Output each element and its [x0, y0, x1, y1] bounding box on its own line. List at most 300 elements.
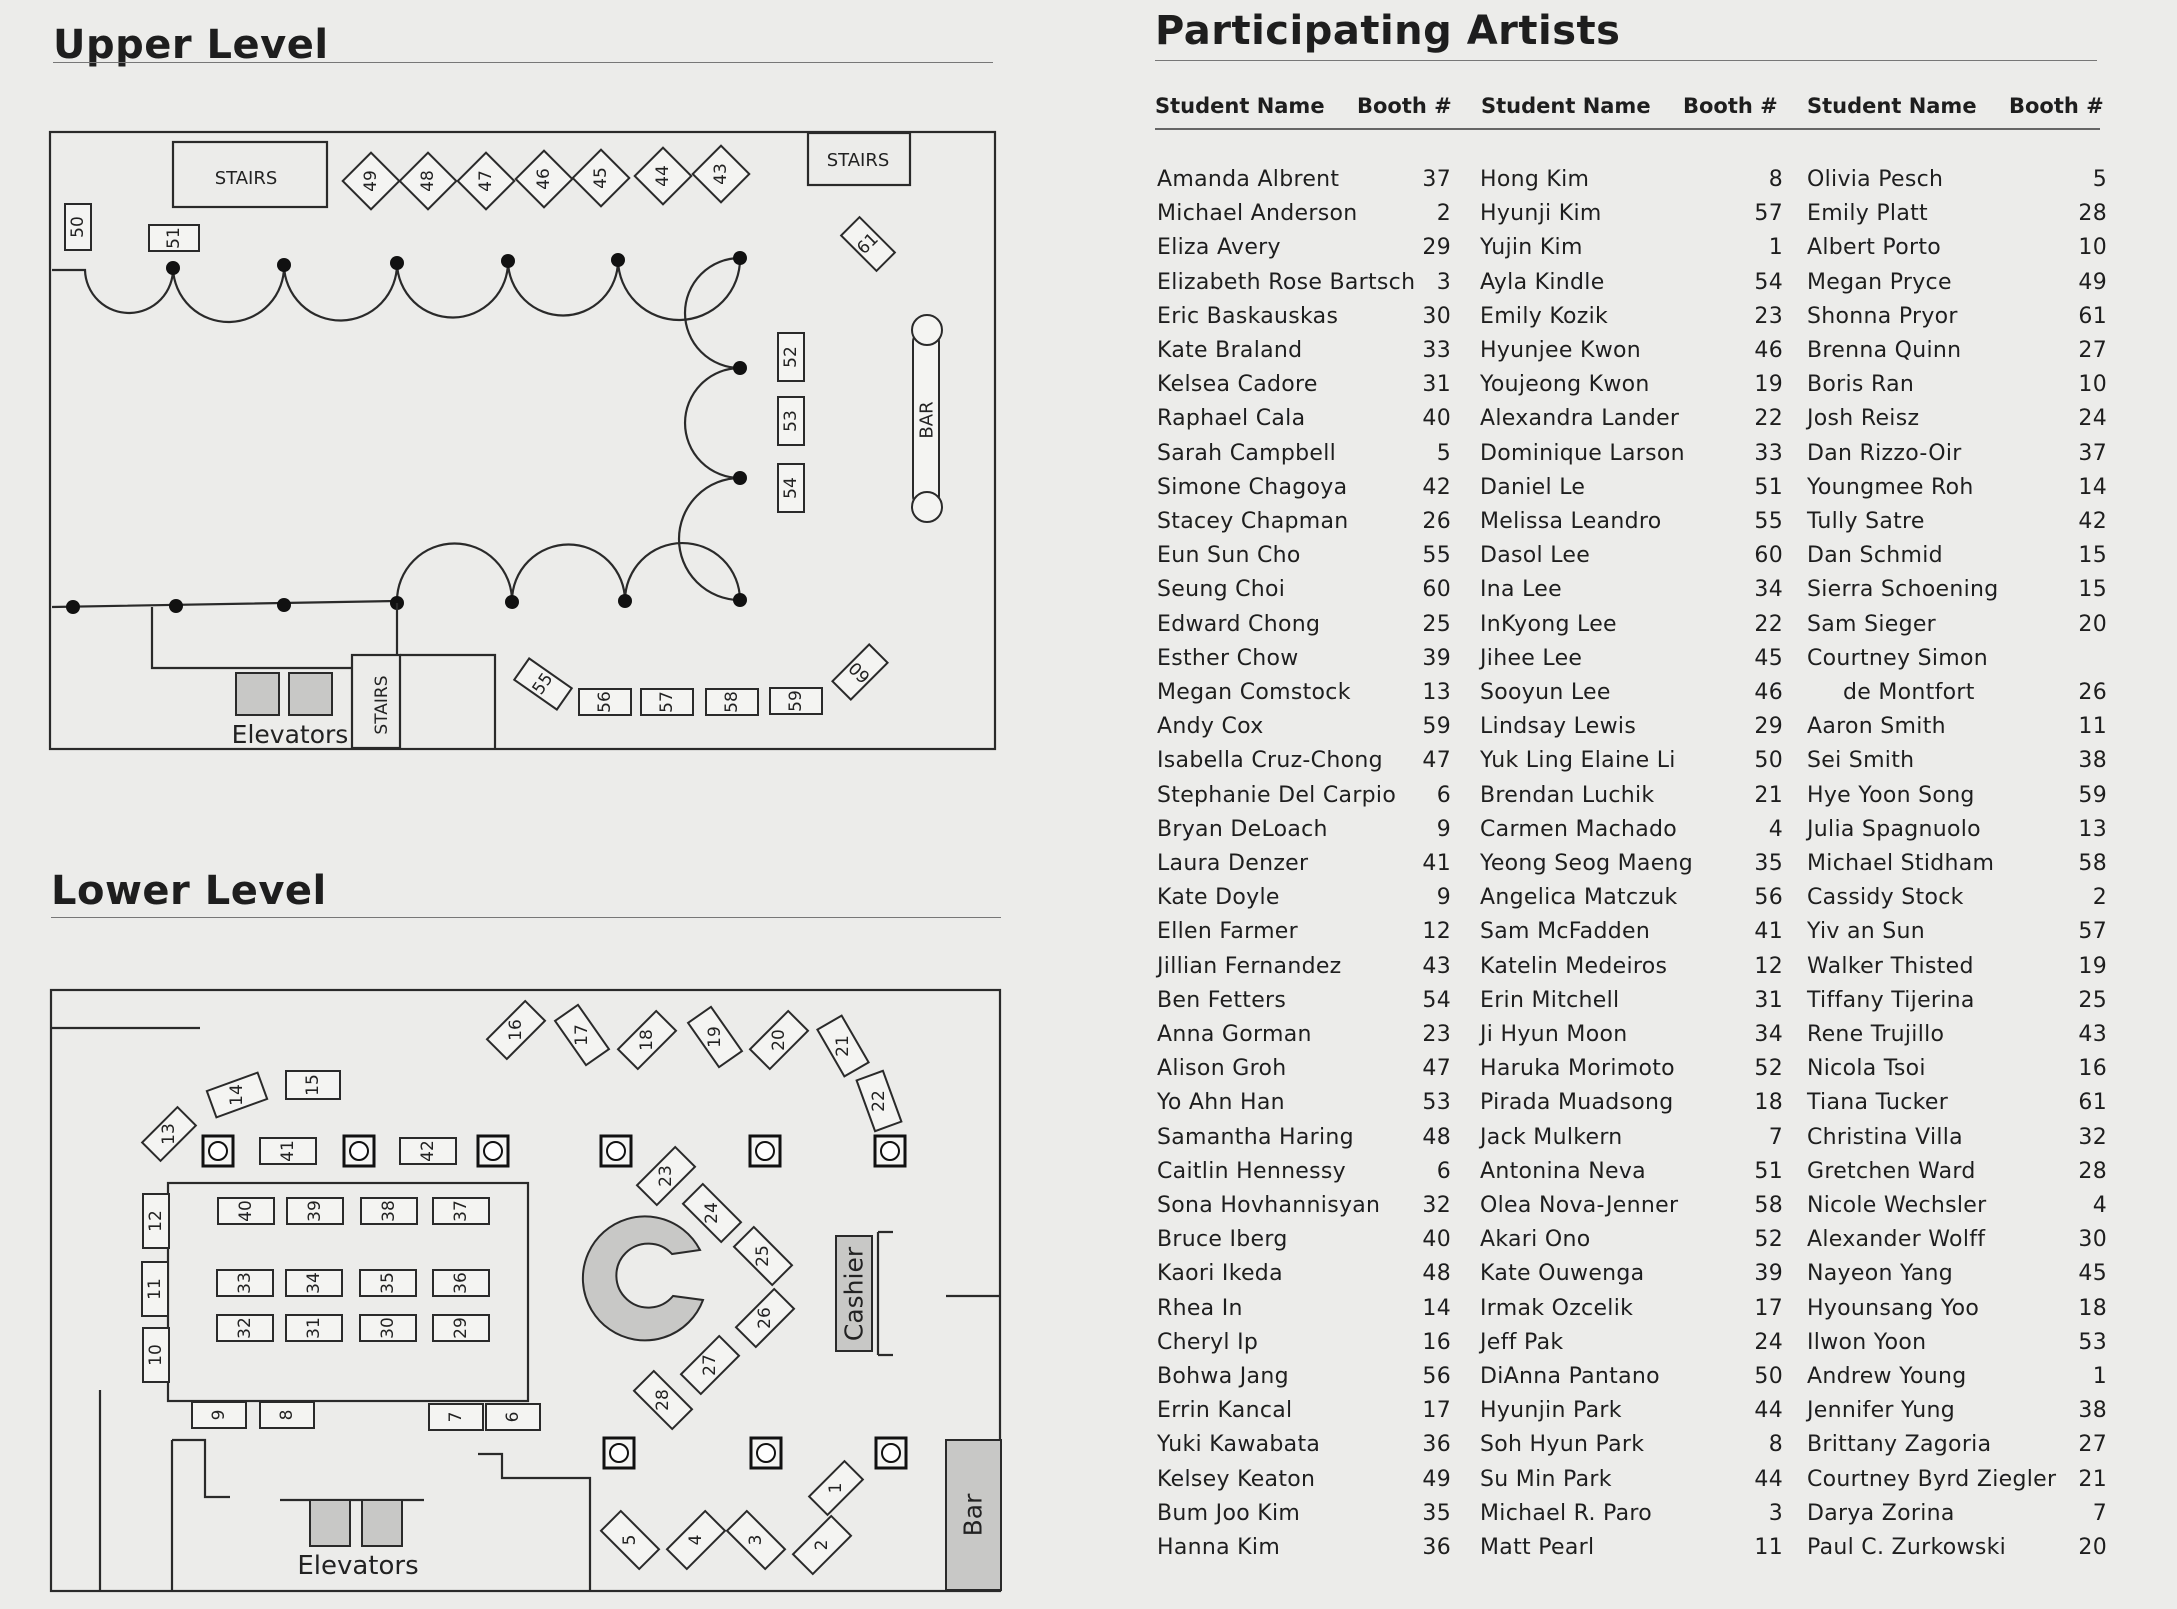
artist-booth-number: 41 [1422, 851, 1451, 876]
artist-name: Brittany Zagoria [1807, 1432, 1992, 1458]
svg-text:17: 17 [572, 1024, 592, 1046]
artist-row [1157, 231, 1451, 265]
artist-name: Brenna Quinn [1807, 338, 1962, 363]
artist-row [1157, 402, 1451, 436]
col3-name-header: Student Name [1807, 94, 1977, 118]
artist-row [1807, 608, 2107, 642]
svg-text:27: 27 [700, 1354, 720, 1376]
svg-text:51: 51 [164, 227, 184, 249]
artist-name: Sarah Campbell [1157, 440, 1337, 466]
artist-row [1480, 710, 1783, 744]
artist-booth-number: 13 [2078, 816, 2107, 842]
svg-text:55: 55 [528, 669, 558, 699]
artist-row [1480, 642, 1783, 676]
artist-row [1807, 1326, 2107, 1360]
booth-25[interactable] [733, 1226, 792, 1285]
booth-53[interactable] [778, 397, 804, 445]
artist-row [1807, 642, 2107, 676]
artist-name: Sam McFadden [1480, 919, 1651, 945]
booth-50[interactable] [65, 204, 91, 250]
artist-booth-number: 30 [1422, 303, 1451, 329]
lower-stair-wall [478, 1454, 590, 1590]
lower-elevator-wall-top [172, 1440, 230, 1497]
booth-8[interactable] [260, 1402, 314, 1428]
upper-level-title: Upper Level [53, 22, 329, 68]
artist-name: Nicole Wechsler [1807, 1193, 1987, 1218]
artist-row [1480, 779, 1783, 813]
artist-booth-number: 56 [1422, 1364, 1451, 1389]
artist-booth-number: 46 [1754, 338, 1783, 363]
booth-27[interactable] [680, 1335, 739, 1394]
booth-12[interactable] [143, 1194, 169, 1248]
artist-row [1157, 1292, 1451, 1326]
booth-46[interactable] [516, 151, 573, 208]
booth-43[interactable] [693, 146, 750, 203]
artist-name: Kelsey Keaton [1157, 1466, 1316, 1492]
artist-booth-number: 37 [2078, 440, 2107, 466]
artist-booth-number: 17 [1422, 1398, 1451, 1424]
artist-row [1807, 231, 2107, 265]
artist-booth-number: 33 [1422, 338, 1451, 363]
artist-booth-number: 28 [2078, 1158, 2107, 1184]
svg-text:23: 23 [656, 1165, 676, 1187]
artist-name: Emily Kozik [1480, 303, 1609, 329]
artist-row [1157, 779, 1451, 813]
artist-name: Antonina Neva [1480, 1158, 1646, 1184]
artist-name: Bryan DeLoach [1157, 816, 1328, 842]
artist-booth-number: 54 [1754, 269, 1783, 295]
artist-booth-number: 11 [2078, 714, 2107, 740]
booth-4[interactable] [667, 1511, 725, 1569]
artist-name: Dasol Lee [1480, 543, 1591, 569]
artist-booth-number: 12 [1422, 919, 1451, 945]
artist-booth-number: 16 [2078, 1056, 2107, 1082]
booth-19[interactable] [688, 1007, 743, 1068]
svg-text:33: 33 [235, 1272, 255, 1294]
artist-row [1480, 334, 1783, 368]
artist-booth-number: 55 [1422, 543, 1451, 569]
booth-2[interactable] [793, 1516, 851, 1574]
artist-name: Alison Groh [1157, 1056, 1287, 1082]
svg-text:31: 31 [304, 1317, 324, 1339]
artist-row [1157, 1086, 1451, 1120]
artist-name: DiAnna Pantano [1480, 1364, 1660, 1389]
artist-name: Rene Trujillo [1807, 1022, 1945, 1047]
artist-row [1157, 1155, 1451, 1189]
booth-39[interactable] [287, 1198, 343, 1224]
artist-name: Caitlin Hennessy [1157, 1158, 1346, 1184]
svg-text:45: 45 [591, 167, 611, 189]
artist-booth-number: 18 [2078, 1295, 2107, 1321]
booth-35[interactable] [360, 1270, 416, 1296]
artist-booth-number: 60 [1422, 577, 1451, 603]
artist-name: de Montfort [1843, 680, 1975, 705]
booth-22[interactable] [857, 1071, 902, 1131]
artist-row [1807, 1121, 2107, 1155]
artist-booth-number: 42 [2078, 509, 2107, 534]
artist-name: Ellen Farmer [1157, 919, 1298, 945]
booth-29[interactable] [433, 1315, 489, 1341]
svg-text:52: 52 [781, 346, 801, 368]
booth-20[interactable] [749, 1010, 808, 1069]
svg-text:58: 58 [722, 691, 742, 713]
artist-name: Brendan Luchik [1480, 782, 1655, 808]
artist-name: Hye Yoon Song [1807, 782, 1975, 808]
booth-52[interactable] [778, 333, 804, 381]
booth-58[interactable] [706, 689, 758, 715]
artist-booth-number: 33 [1754, 440, 1783, 466]
artist-name: Amanda Albrent [1157, 167, 1340, 192]
booth-23[interactable] [636, 1146, 695, 1205]
upper-elevators-label: Elevators [231, 720, 349, 749]
artist-name: Alexander Wolff [1807, 1227, 1986, 1253]
booth-9[interactable] [192, 1402, 246, 1428]
svg-text:20: 20 [769, 1029, 789, 1051]
artist-name: Kelsea Cadore [1157, 372, 1318, 398]
artist-booth-number: 48 [1422, 1124, 1451, 1150]
booth-34[interactable] [286, 1270, 342, 1296]
svg-text:6: 6 [503, 1411, 523, 1423]
artist-name: Samantha Haring [1157, 1124, 1354, 1150]
artist-row [1480, 915, 1783, 949]
booth-44[interactable] [635, 148, 692, 205]
booth-17[interactable] [555, 1005, 610, 1066]
artist-booth-number: 19 [1754, 372, 1783, 398]
artist-row [1157, 1189, 1451, 1223]
artist-name: Pirada Muadsong [1480, 1090, 1674, 1116]
artist-row [1157, 368, 1451, 402]
artist-name: Walker Thisted [1807, 953, 1974, 979]
booth-48[interactable] [400, 153, 457, 210]
cashier-label: Cashier [839, 1246, 869, 1342]
artist-row [1807, 915, 2107, 949]
artist-row [1157, 1121, 1451, 1155]
artist-name: Courtney Simon [1807, 645, 1989, 671]
svg-text:48: 48 [418, 170, 438, 192]
booth-33[interactable] [217, 1270, 273, 1296]
artist-row [1480, 231, 1783, 265]
svg-text:56: 56 [595, 691, 615, 713]
artist-name: Tiana Tucker [1807, 1090, 1949, 1116]
artist-row [1480, 402, 1783, 436]
artist-booth-number: 46 [1754, 680, 1783, 705]
artist-booth-number: 57 [1754, 201, 1783, 227]
artists-title: Participating Artists [1155, 8, 1621, 54]
artist-row [1480, 368, 1783, 402]
svg-text:34: 34 [304, 1272, 324, 1294]
artist-booth-number: 26 [2078, 680, 2107, 705]
svg-text:30: 30 [378, 1317, 398, 1339]
artist-row [1480, 1292, 1783, 1326]
booth-38[interactable] [361, 1198, 417, 1224]
svg-text:3: 3 [746, 1534, 766, 1546]
artist-name: Yuki Kawabata [1157, 1432, 1321, 1458]
artist-booth-number: 38 [2078, 748, 2107, 774]
artist-booth-number: 7 [2092, 1500, 2107, 1526]
artist-booth-number: 11 [1754, 1535, 1783, 1560]
col3-booth-header: Booth # [2009, 94, 2104, 118]
artist-row [1807, 334, 2107, 368]
artist-booth-number: 31 [1422, 372, 1451, 398]
artist-name: Haruka Morimoto [1480, 1056, 1675, 1082]
svg-text:18: 18 [637, 1029, 657, 1051]
booth-5[interactable] [601, 1511, 659, 1569]
artist-name: Lindsay Lewis [1480, 714, 1637, 740]
artist-booth-number: 61 [2078, 303, 2107, 329]
svg-text:5: 5 [620, 1534, 640, 1546]
artist-name: Esther Chow [1157, 645, 1299, 671]
booth-3[interactable] [727, 1511, 785, 1569]
booth-55[interactable] [514, 658, 572, 709]
artist-row [1157, 813, 1451, 847]
artist-row [1157, 1052, 1451, 1086]
artist-booth-number: 8 [1768, 167, 1783, 192]
artist-name: Ji Hyun Moon [1480, 1022, 1628, 1047]
artist-row [1807, 300, 2107, 334]
booth-24[interactable] [682, 1183, 741, 1242]
booth-45[interactable] [573, 150, 630, 207]
artist-row [1807, 1257, 2107, 1291]
artist-name: Erin Mitchell [1480, 987, 1620, 1013]
booth-56[interactable] [579, 689, 631, 715]
svg-text:28: 28 [653, 1389, 673, 1411]
artist-name: Errin Kancal [1157, 1398, 1293, 1424]
artist-row [1157, 437, 1451, 471]
booth-32[interactable] [217, 1315, 273, 1341]
booth-40[interactable] [218, 1198, 274, 1224]
artist-row [1480, 950, 1783, 984]
svg-text:19: 19 [705, 1026, 725, 1048]
artist-row [1480, 539, 1783, 573]
booth-21[interactable] [817, 1016, 868, 1077]
artist-booth-number: 59 [1422, 714, 1451, 740]
artist-name: Michael R. Paro [1480, 1500, 1653, 1526]
artist-row [1807, 710, 2107, 744]
svg-text:41: 41 [278, 1140, 298, 1162]
artist-booth-number: 1 [2092, 1364, 2107, 1389]
artist-name: Kate Braland [1157, 338, 1303, 363]
artist-row [1157, 608, 1451, 642]
artist-row [1157, 163, 1451, 197]
svg-text:26: 26 [755, 1307, 775, 1329]
booth-47[interactable] [458, 153, 515, 210]
booth-61[interactable] [841, 217, 895, 271]
artist-booth-number: 18 [1754, 1090, 1783, 1116]
artist-name: Alexandra Lander [1480, 406, 1680, 432]
artist-row [1480, 1394, 1783, 1428]
booth-49[interactable] [343, 153, 400, 210]
artist-name: Jillian Fernandez [1157, 953, 1342, 979]
artist-name: Albert Porto [1807, 235, 1941, 261]
artist-booth-number: 34 [1754, 1022, 1783, 1047]
artist-row [1480, 813, 1783, 847]
artist-name: Hyunjee Kwon [1480, 338, 1642, 363]
artist-booth-number: 50 [1754, 1364, 1783, 1389]
artist-row [1807, 847, 2107, 881]
artist-row [1480, 573, 1783, 607]
artist-booth-number: 10 [2078, 235, 2107, 261]
artist-row [1480, 505, 1783, 539]
artist-booth-number: 20 [2078, 1535, 2107, 1560]
artist-name: Hyunji Kim [1480, 201, 1602, 227]
svg-text:8: 8 [277, 1409, 297, 1421]
artist-booth-number: 10 [2078, 372, 2107, 398]
artist-booth-number: 2 [1436, 201, 1451, 227]
booth-59[interactable] [770, 688, 822, 714]
artist-booth-number: 40 [1422, 1227, 1451, 1253]
booth-31[interactable] [286, 1315, 342, 1341]
artist-row [1157, 539, 1451, 573]
artist-booth-number: 23 [1754, 303, 1783, 329]
artist-row [1807, 1394, 2107, 1428]
booth-54[interactable] [778, 464, 804, 512]
artists-header-rule [1155, 128, 2100, 130]
artist-name: Raphael Cala [1157, 406, 1306, 432]
artist-row [1480, 1189, 1783, 1223]
artist-name: Yeong Seog Maeng [1480, 851, 1694, 876]
artist-booth-number: 43 [2078, 1022, 2107, 1047]
svg-text:43: 43 [711, 163, 731, 185]
booth-28[interactable] [633, 1370, 692, 1429]
upper-level-map [50, 132, 995, 749]
artist-name: Boris Ran [1807, 372, 1915, 398]
booth-42[interactable] [400, 1138, 456, 1164]
booth-41[interactable] [260, 1138, 316, 1164]
artist-booth-number: 41 [1754, 919, 1783, 945]
artist-row [1480, 1531, 1783, 1565]
booth-30[interactable] [360, 1315, 416, 1341]
artist-name: Su Min Park [1480, 1466, 1612, 1492]
artist-row [1807, 402, 2107, 436]
booth-18[interactable] [617, 1010, 676, 1069]
artist-name: Cassidy Stock [1807, 885, 1964, 911]
booth-37[interactable] [433, 1198, 489, 1224]
artist-row [1807, 1155, 2107, 1189]
artist-row [1157, 1497, 1451, 1531]
artist-row [1480, 608, 1783, 642]
artist-row [1807, 744, 2107, 778]
artist-row [1480, 1223, 1783, 1257]
svg-text:59: 59 [786, 690, 806, 712]
booth-57[interactable] [641, 689, 693, 715]
upper-elevator-2 [289, 673, 332, 715]
artist-row [1480, 300, 1783, 334]
booth-26[interactable] [735, 1288, 794, 1347]
artist-booth-number: 38 [2078, 1398, 2107, 1424]
svg-text:7: 7 [446, 1411, 466, 1423]
artist-name: Angelica Matczuk [1480, 885, 1678, 911]
upper-bar-label: BAR [916, 401, 938, 439]
lower-level-title: Lower Level [51, 868, 327, 914]
artist-booth-number: 15 [2078, 577, 2107, 603]
svg-text:15: 15 [303, 1074, 323, 1096]
artist-name: Matt Pearl [1480, 1535, 1595, 1560]
artist-row [1807, 368, 2107, 402]
artist-booth-number: 6 [1436, 782, 1451, 808]
svg-text:9: 9 [209, 1409, 229, 1421]
booth-6[interactable] [486, 1404, 540, 1430]
artist-booth-number: 40 [1422, 406, 1451, 432]
artist-booth-number: 61 [2078, 1090, 2107, 1116]
artist-name: Sei Smith [1807, 748, 1915, 774]
artist-name: Youngmee Roh [1807, 474, 1974, 500]
booth-14[interactable] [207, 1073, 267, 1118]
booth-10[interactable] [143, 1328, 169, 1382]
artist-row [1807, 471, 2107, 505]
artist-booth-number: 47 [1422, 748, 1451, 774]
svg-text:44: 44 [653, 165, 673, 187]
artist-booth-number: 37 [1422, 167, 1451, 192]
artist-booth-number: 21 [1754, 782, 1783, 808]
artist-booth-number: 19 [2078, 953, 2107, 979]
artist-row [1480, 1018, 1783, 1052]
artist-booth-number: 36 [1422, 1535, 1451, 1560]
artist-row [1807, 1052, 2107, 1086]
artist-row [1807, 505, 2107, 539]
artist-booth-number: 45 [1754, 645, 1783, 671]
artist-name: Isabella Cruz-Chong [1157, 748, 1383, 774]
artist-name: Hanna Kim [1157, 1535, 1281, 1560]
artist-booth-number: 39 [1754, 1261, 1783, 1287]
artist-row [1157, 573, 1451, 607]
booth-36[interactable] [433, 1270, 489, 1296]
lower-elevators-label: Elevators [297, 1551, 419, 1581]
lower-level-map [51, 990, 1001, 1591]
artist-booth-number: 42 [1422, 474, 1451, 500]
booth-13[interactable] [141, 1106, 197, 1162]
artist-booth-number: 57 [2078, 919, 2107, 945]
artist-name: Julia Spagnuolo [1807, 816, 1981, 842]
artist-row [1157, 676, 1451, 710]
artist-row [1157, 642, 1451, 676]
artist-name: Aaron Smith [1807, 714, 1946, 740]
artist-name: Tully Satre [1807, 509, 1925, 534]
svg-text:13: 13 [159, 1123, 179, 1145]
artist-row [1807, 1360, 2107, 1394]
artist-booth-number: 51 [1754, 474, 1783, 500]
booth-51[interactable] [149, 225, 199, 251]
artist-booth-number: 59 [2078, 782, 2107, 808]
artist-name: Megan Pryce [1807, 269, 1952, 295]
artist-name: Daniel Le [1480, 474, 1586, 500]
booth-60[interactable] [832, 644, 887, 699]
artist-row [1807, 813, 2107, 847]
booth-1[interactable] [809, 1461, 863, 1515]
svg-text:4: 4 [686, 1534, 706, 1546]
artist-name: Anna Gorman [1157, 1022, 1312, 1047]
artist-name: Yujin Kim [1480, 235, 1583, 261]
artist-row [1807, 1292, 2107, 1326]
artist-row [1480, 163, 1783, 197]
artist-row [1807, 1189, 2107, 1223]
booth-15[interactable] [286, 1071, 340, 1099]
artist-name: Yuk Ling Elaine Li [1480, 748, 1676, 774]
booth-11[interactable] [142, 1262, 168, 1316]
artist-row [1807, 1463, 2107, 1497]
svg-text:54: 54 [781, 477, 801, 499]
svg-text:47: 47 [476, 170, 496, 192]
svg-text:37: 37 [451, 1200, 471, 1222]
col2-name-header: Student Name [1481, 94, 1651, 118]
artist-booth-number: 12 [1754, 953, 1783, 979]
booth-16[interactable] [486, 1000, 545, 1059]
booth-7[interactable] [429, 1404, 483, 1430]
artist-booth-number: 35 [1754, 851, 1783, 876]
svg-text:49: 49 [361, 170, 381, 192]
artist-booth-number: 23 [1422, 1022, 1451, 1047]
artist-booth-number: 34 [1754, 577, 1783, 603]
artist-name: InKyong Lee [1480, 611, 1617, 637]
